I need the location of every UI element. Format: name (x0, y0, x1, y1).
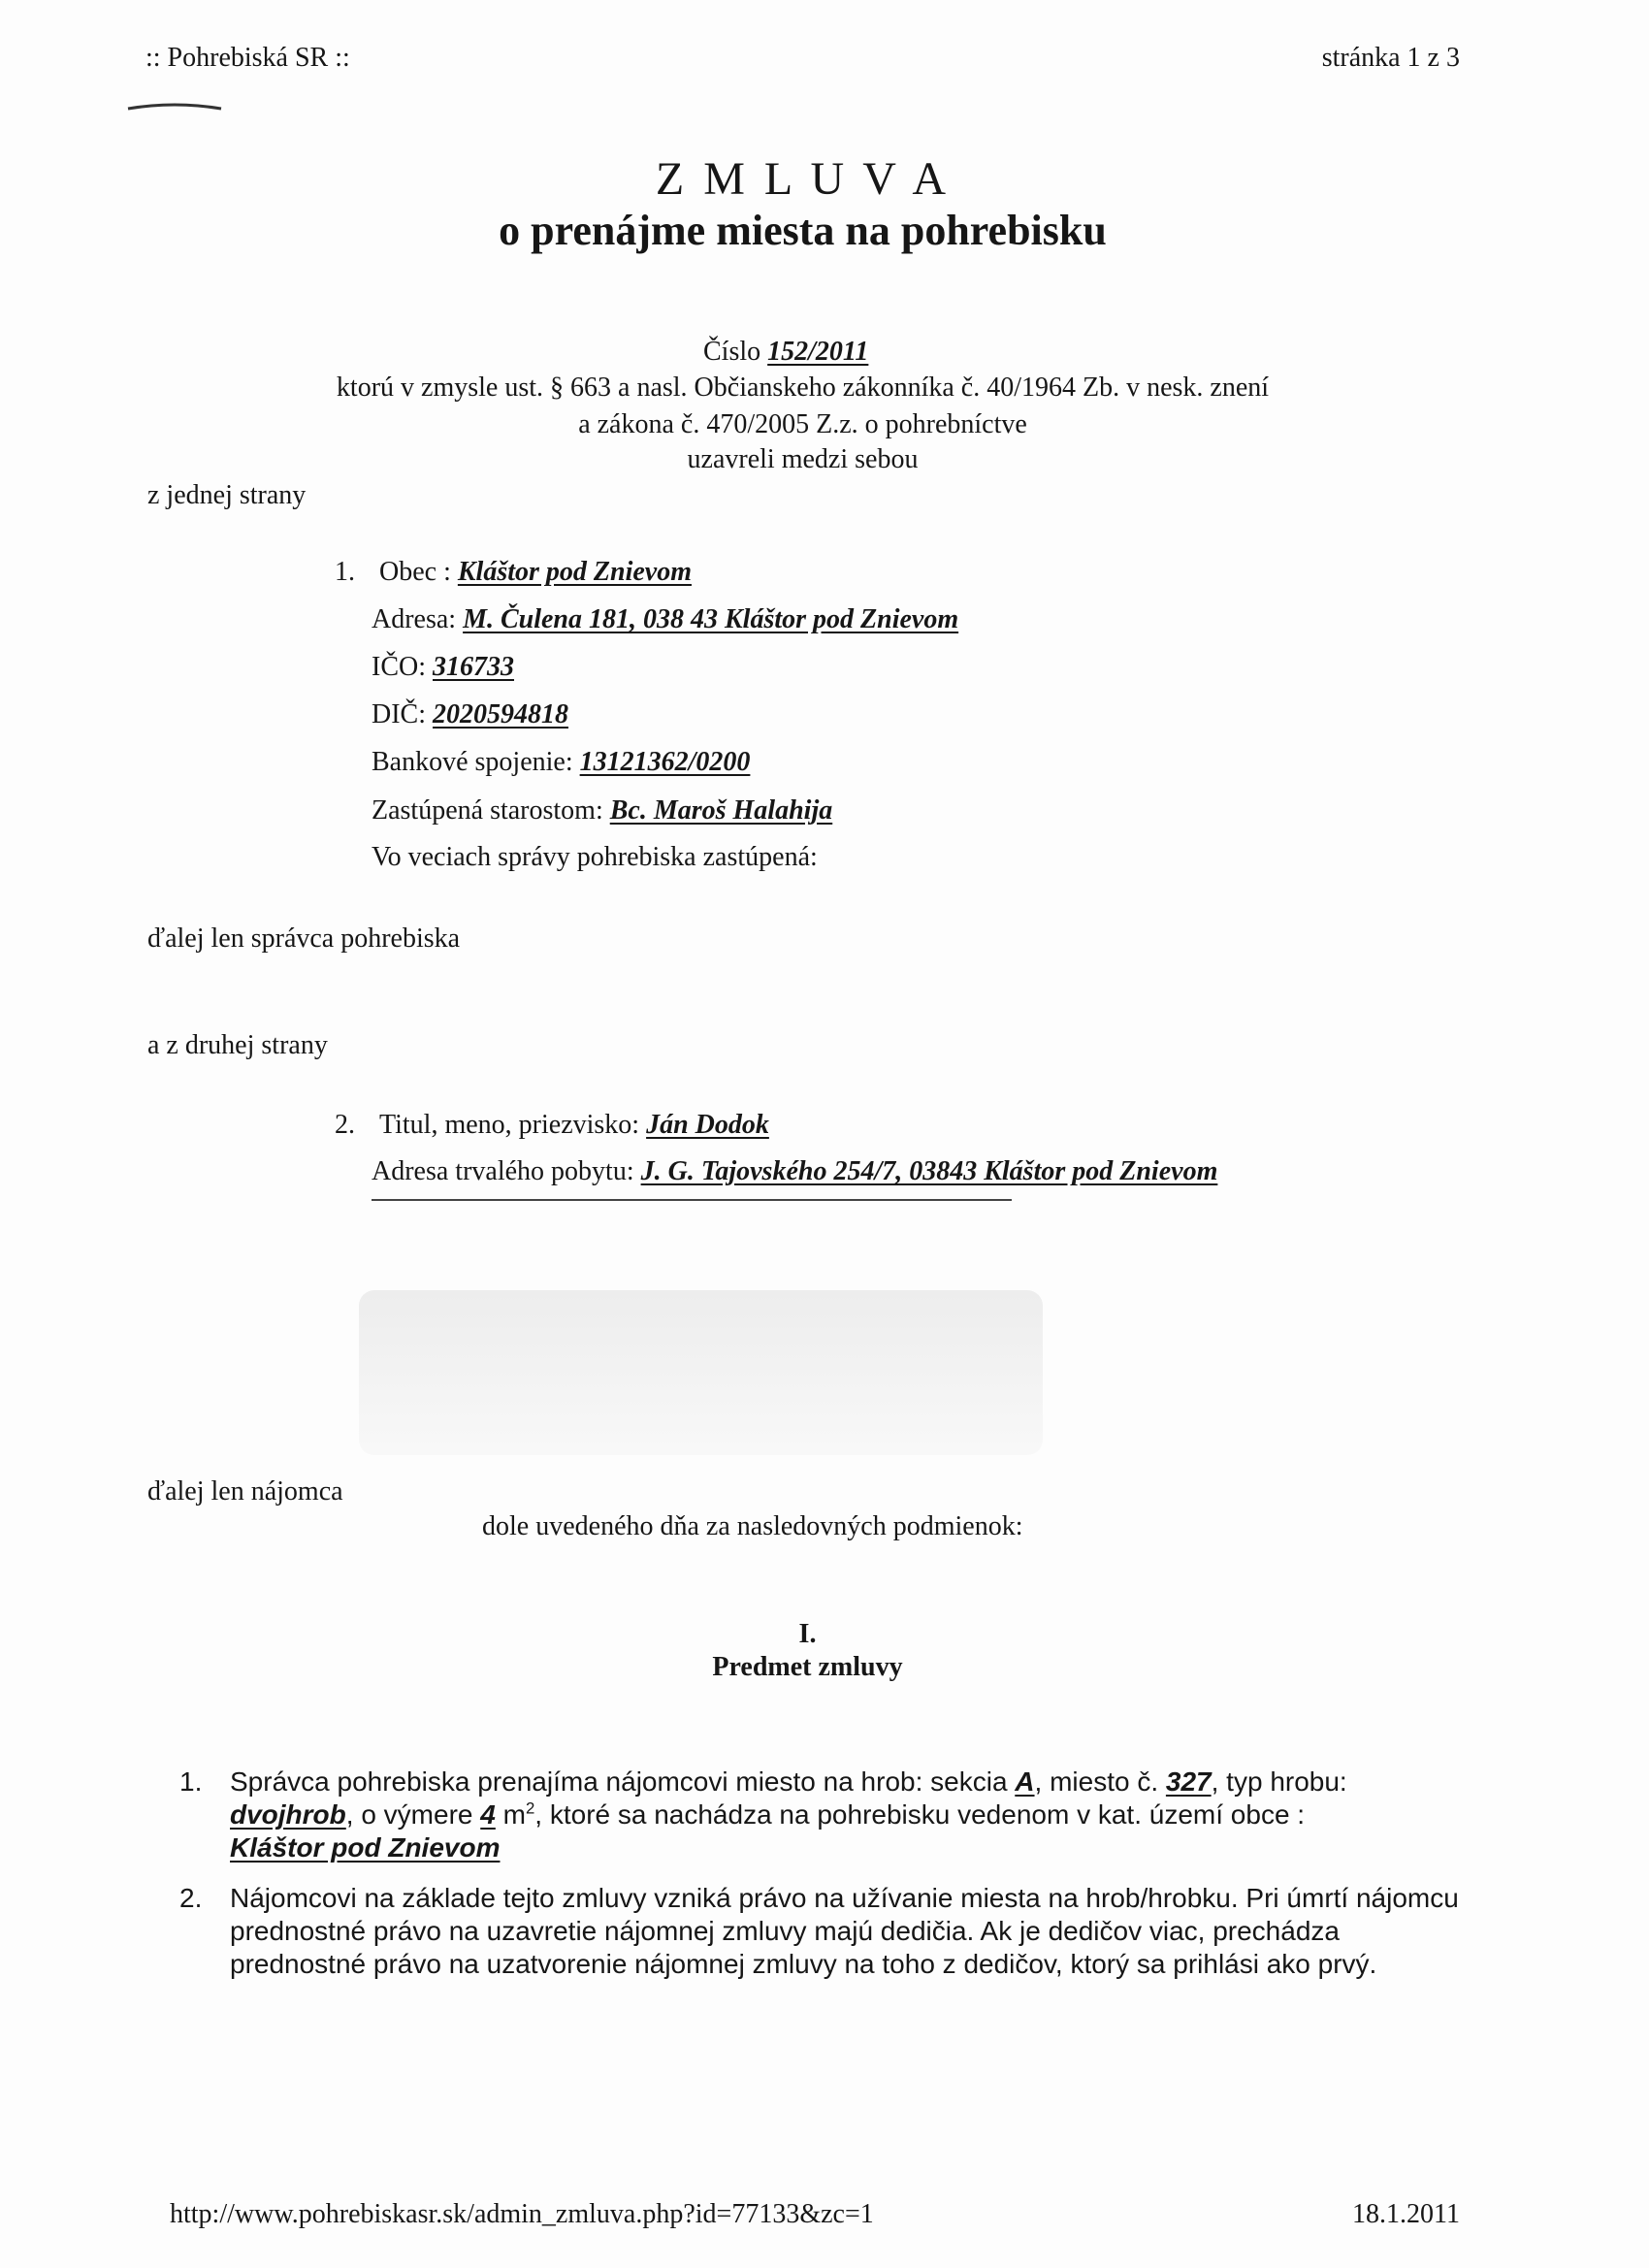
miesto-value: 327 (1165, 1766, 1212, 1797)
contract-number-value: 152/2011 (767, 337, 869, 367)
staple-mark (126, 103, 223, 113)
party1-rep-row (372, 794, 832, 828)
clause-2-text: Nájomcovi na základe tejto zmluvy vzniká právo na užívanie miesta na hrob/hrobku. Pri úmrtí nájomcu prednostné právo na uzavretie nájomnej zmluvy majú dedičia. Ak je dedičov viac, prechádza prednostné právo na uzatvorenie nájomnej zmluvy na toho z dedičov, ktorý sa prihlási ako prvý. (230, 1883, 1459, 1979)
name-label: Titul, meno, priezvisko: (379, 1110, 640, 1140)
clause-1-text-e: , ktoré sa nachádza na pohrebisku vedenom v kat. území obce : (534, 1799, 1306, 1830)
rep-value: Bc. Maroš Halahija (609, 795, 833, 826)
vymera-unit: m (502, 1799, 526, 1830)
cemetery-obec-value: Kláštor pod Znievom (230, 1832, 501, 1863)
address-separator-line (372, 1199, 1012, 1201)
header-page-number: stránka 1 z 3 (1321, 43, 1460, 73)
header-site: :: Pohrebiská SR :: (146, 43, 350, 73)
party2-number: 2. (335, 1110, 355, 1140)
name-value: Ján Dodok (646, 1110, 769, 1140)
bank-label: Bankové spojenie: (372, 747, 573, 777)
adresa-value: M. Čulena 181, 038 43 Kláštor pod Znievom (463, 604, 959, 634)
clause-1-text-b: , miesto č. (1034, 1766, 1159, 1797)
clause-1-number: 1. (179, 1766, 203, 1797)
document-title: Z M L U V A (655, 153, 951, 205)
party1-role: ďalej len správca pohrebiska (147, 923, 461, 954)
adresa-label: Adresa: (372, 604, 457, 634)
conditions-line: dole uvedeného dňa za nasledovných podmienok: (482, 1511, 1023, 1541)
clause-1-text-d: , o výmere (345, 1799, 473, 1830)
contract-number-label: Číslo (703, 337, 761, 367)
clause-1-text-c: , typ hrobu: (1211, 1766, 1347, 1797)
party2-role: ďalej len nájomca (147, 1476, 343, 1507)
obec-label: Obec : (379, 557, 451, 587)
clause-2 (179, 1882, 1479, 1981)
ico-value: 316733 (433, 652, 514, 682)
dic-label: DIČ: (372, 699, 426, 729)
bank-value: 13121362/0200 (579, 747, 751, 777)
section-heading: Predmet zmluvy (712, 1652, 903, 1682)
party1-dic-row (372, 697, 568, 732)
party1-adresa-row (372, 602, 958, 637)
ico-label: IČO: (372, 652, 426, 682)
vymera-value: 4 (480, 1799, 496, 1830)
typ-hrobu-value: dvojhrob (230, 1799, 346, 1830)
party1-obec-row (335, 555, 692, 590)
party1-ico-row (372, 650, 514, 685)
party1-admin-label: Vo veciach správy pohrebiska zastúpená: (372, 842, 818, 872)
party2-side-label: a z druhej strany (147, 1030, 328, 1060)
party1-bank-row (372, 745, 750, 780)
obec-value: Kláštor pod Znievom (457, 557, 692, 587)
dic-value: 2020594818 (433, 699, 568, 729)
rep-label: Zastúpená starostom: (372, 795, 603, 826)
sekcia-value: A (1015, 1766, 1035, 1797)
section-numeral: I. (798, 1619, 817, 1649)
vymera-unit-superscript: 2 (525, 1798, 535, 1818)
party1-side-label: z jednej strany (147, 480, 307, 510)
clause-1 (179, 1766, 1479, 1864)
party1-number: 1. (335, 557, 355, 587)
footer-date: 18.1.2011 (1352, 2199, 1460, 2229)
address-value: J. G. Tajovského 254/7, 03843 Kláštor pod Znievom (640, 1156, 1218, 1186)
intro-line-2: a zákona č. 470/2005 Z.z. o pohrebníctve (578, 409, 1027, 439)
party2-address-row (372, 1154, 1217, 1189)
address-label: Adresa trvalého pobytu: (372, 1156, 634, 1186)
intro-line-3: uzavreli medzi sebou (687, 444, 919, 474)
clause-1-text-a: Správca pohrebiska prenajíma nájomcovi miesto na hrob: sekcia (230, 1766, 1008, 1797)
party2-name-row (335, 1108, 769, 1143)
footer-url: http://www.pohrebiskasr.sk/admin_zmluva.php?id=77133&zc=1 (170, 2199, 874, 2229)
document-subtitle: o prenájme miesta na pohrebisku (499, 207, 1107, 254)
contract-number-line (703, 335, 868, 370)
intro-line-1: ktorú v zmysle ust. § 663 a nasl. Občianskeho zákonníka č. 40/1964 Zb. v nesk. znení (336, 373, 1270, 403)
redacted-area (359, 1290, 1043, 1455)
clause-2-number: 2. (179, 1883, 203, 1913)
